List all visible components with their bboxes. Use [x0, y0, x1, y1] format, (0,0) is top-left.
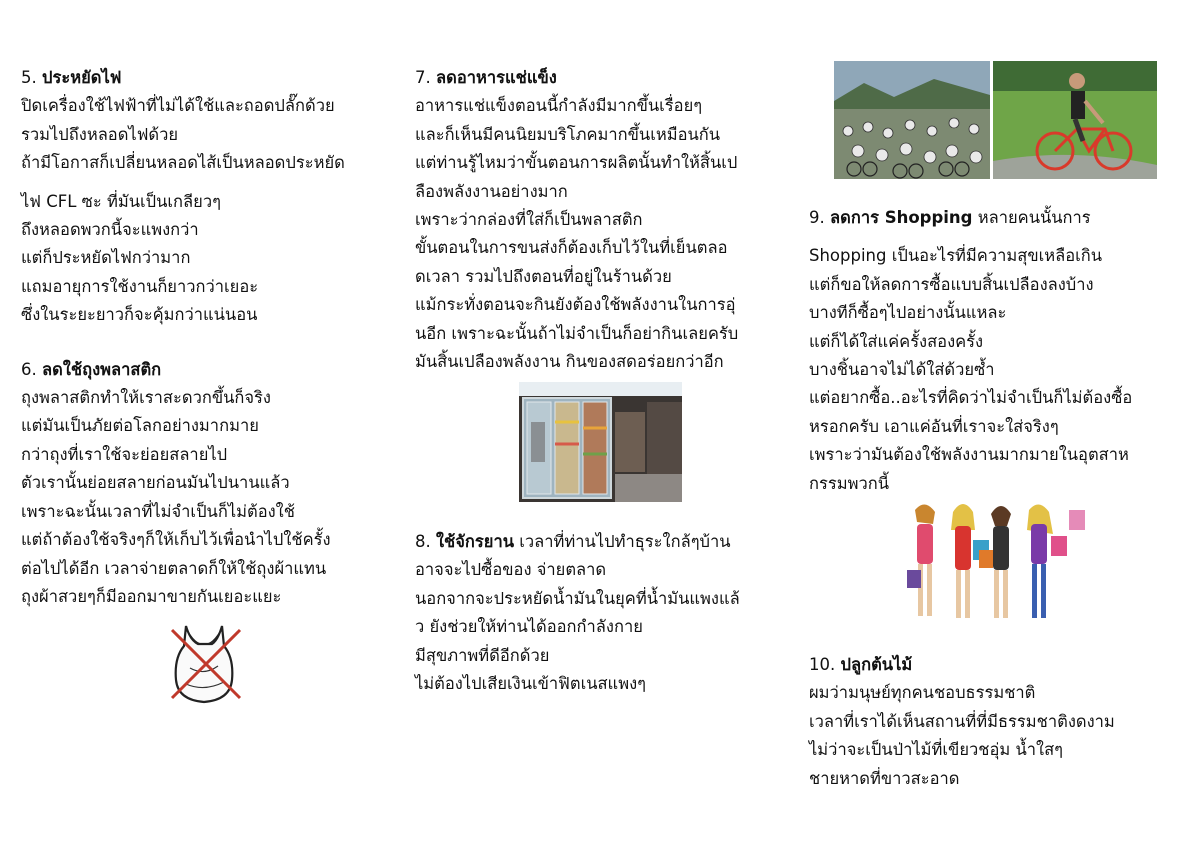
- woman-cycling-photo: [993, 61, 1157, 179]
- section-5-line: ซึ่งในระยะยาวก็จะคุ้มกว่าแน่นอน: [21, 305, 258, 325]
- section-7-line: ลืองพลังงานอย่างมาก: [415, 181, 568, 201]
- section-9-line: บางทีก็ซื้อๆไปอย่างนั้นแหละ: [809, 303, 1007, 323]
- section-6-line: ถุงผ้าสวยๆก็มีออกมาขายกันเยอะแยะ: [21, 586, 282, 606]
- section-9-line: กรรมพวกนี้: [809, 473, 890, 493]
- section-10-heading: 10. ปลูกต้นไม้: [809, 655, 913, 674]
- section-9-heading: 9. ลดการ Shopping หลายคนนั้นการ: [809, 208, 1091, 227]
- section-9-line: เพราะว่ามันต้องใช้พลังงานมากมายในอุตสาห: [809, 445, 1129, 465]
- column-middle: [415, 64, 738, 376]
- section-6-line: ตัวเรานั้นย่อยสลายก่อนมันไปนานแล้ว: [21, 473, 290, 493]
- section-6-line: แต่ถ้าต้องใช้จริงๆก็ให้เก็บไว้เพื่อนำไปใช้ครั้ง: [21, 530, 331, 550]
- section-5-line: ปิดเครื่องใช้ไฟฟ้าที่ไม่ได้ใช้และถอดปลั๊กด้วย: [21, 96, 335, 116]
- section-8-line: อาจจะไปซื้อของ จ่ายตลาด: [415, 560, 607, 580]
- section-5-line: ถ้ามีโอกาสก็เปลี่ยนหลอดไส้เป็นหลอดประหยัด: [21, 153, 345, 173]
- section-6-line: เพราะฉะนั้นเวลาที่ไม่จำเป็นก็ไม่ต้องใช้: [21, 501, 295, 521]
- section-8-line: มีสุขภาพที่ดีอีกด้วย: [415, 645, 550, 665]
- shopping-women-illustration: [903, 500, 1089, 628]
- section-7-heading: 7. ลดอาหารแช่แข็ง: [415, 68, 557, 87]
- section-7-line: ดเวลา รวมไปถึงตอนที่อยู่ในร้านด้วย: [415, 266, 672, 286]
- section-10-line: เวลาที่เราได้เห็นสถานที่ที่มีธรรมชาติงดงาม: [809, 711, 1115, 731]
- section-10-line: ชายหาดที่ขาวสะอาด: [809, 768, 960, 788]
- section-5-line: แต่ก็ประหยัดไฟกว่ามาก: [21, 248, 191, 268]
- section-5-line: แถมอายุการใช้งานก็ยาวกว่าเยอะ: [21, 276, 259, 296]
- section-8-line: ว ยังช่วยให้ท่านได้ออกกำลังกาย: [415, 617, 643, 637]
- section-9-line: แต่ก็ได้ใส่แค่ครั้งสองครั้ง: [809, 331, 984, 351]
- section-7-line: ขั้นตอนในการขนส่งก็ต้องเก็บไว้ในที่เย็นตลอ: [415, 238, 728, 258]
- section-6-heading: 6. ลดใช้ถุงพลาสติก: [21, 359, 162, 379]
- section-6-line: ถุงพลาสติกทำให้เราสะดวกขึ้นก็จริง: [21, 388, 271, 408]
- section-5-line: ไฟ CFL ซะ ที่มันเป็นเกลียวๆ: [21, 191, 221, 211]
- section-8: [415, 528, 740, 698]
- section-7-line: แต่ท่านรู้ไหมว่าขั้นตอนการผลิตนั้นทำให้สิ้นเป: [415, 153, 738, 173]
- section-6-line: กว่าถุงที่เราใช้จะย่อยสลายไป: [21, 444, 228, 464]
- freezer-photo: [519, 382, 682, 502]
- column-right: [809, 204, 1132, 498]
- section-7-line: มันสิ้นเปลืองพลังงาน กินของสดอร่อยกว่าอีก: [415, 352, 724, 372]
- section-7-line: อาหารแช่แข็งตอนนี้กำลังมีมากขึ้นเรื่อยๆ: [415, 96, 703, 116]
- no-plastic-bag-image: [164, 618, 246, 708]
- section-5-heading: 5. ประหยัดไฟ: [21, 68, 122, 87]
- section-9-line: บางชิ้นอาจไม่ได้ใส่ด้วยซ้ำ: [809, 360, 995, 380]
- section-9-line: Shopping เป็นอะไรที่มีความสุขเหลือเกิน: [809, 246, 1103, 266]
- section-8-heading: 8. ใช้จักรยาน เวลาที่ท่านไปทำธุระใกล้ๆบ้าน: [415, 532, 731, 551]
- section-7-line: แม้กระทั่งตอนจะกินยังต้องใช้พลังงานในการอุ่: [415, 295, 736, 315]
- cycling-crowd-photo: [834, 61, 990, 179]
- section-5-line: รวมไปถึงหลอดไฟด้วย: [21, 124, 179, 144]
- section-10: [809, 651, 1115, 793]
- section-7-line: เพราะว่ากล่องที่ใส่ก็เป็นพลาสติก: [415, 210, 643, 230]
- section-7-line: และก็เห็นมีคนนิยมบริโภคมากขึ้นเหมือนกัน: [415, 124, 721, 144]
- section-7-line: นอีก เพราะฉะนั้นถ้าไม่จำเป็นก็อย่ากินเลยครับ: [415, 323, 739, 343]
- section-10-line: ผมว่ามนุษย์ทุกคนชอบธรรมชาติ: [809, 683, 1036, 703]
- section-6-line: แต่มันเป็นภัยต่อโลกอย่างมากมาย: [21, 416, 259, 436]
- section-8-line: ไม่ต้องไปเสียเงินเข้าฟิตเนสแพงๆ: [415, 674, 646, 694]
- column-left: [21, 64, 345, 611]
- section-9-line: หรอกครับ เอาแค่อันที่เราจะใส่จริงๆ: [809, 416, 1059, 436]
- section-10-line: ไม่ว่าจะเป็นป่าไม้ที่เขียวชอุ่ม น้ำใสๆ: [809, 740, 1064, 760]
- section-9-line: แต่ก็ขอให้ลดการซื้อแบบสิ้นเปลืองลงบ้าง: [809, 274, 1094, 294]
- section-9-line: แต่อยากซื้อ..อะไรที่คิดว่าไม่จำเป็นก็ไม่ต้องซื้อ: [809, 388, 1133, 408]
- section-5-line: ถึงหลอดพวกนี้จะแพงกว่า: [21, 220, 199, 240]
- section-8-line: นอกจากจะประหยัดน้ำมันในยุคที่น้ำมันแพงแล้: [415, 588, 740, 608]
- section-6-line: ต่อไปได้อีก เวลาจ่ายตลาดก็ให้ใช้ถุงผ้าแทน: [21, 558, 327, 578]
